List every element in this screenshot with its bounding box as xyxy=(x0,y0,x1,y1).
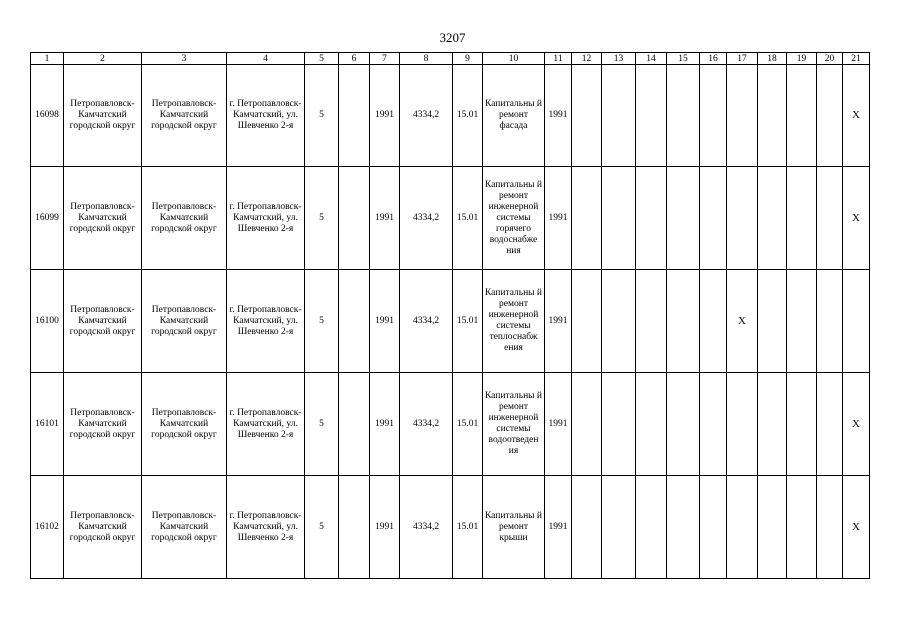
col19-cell xyxy=(787,167,817,270)
area-cell: 4334,2 xyxy=(400,373,453,476)
col14-cell xyxy=(636,65,667,167)
col20-cell xyxy=(817,65,843,167)
register-table xyxy=(30,52,870,579)
column-header-16: 16 xyxy=(700,53,727,65)
planned-year-cell: 1991 xyxy=(545,167,572,270)
col18-cell xyxy=(758,65,787,167)
col20-cell xyxy=(817,270,843,373)
record-id-cell: 16102 xyxy=(31,476,64,579)
col15-cell xyxy=(667,373,700,476)
year-cell: 1991 xyxy=(370,65,400,167)
col15-cell xyxy=(667,65,700,167)
col16-cell xyxy=(700,270,727,373)
col19-cell xyxy=(787,65,817,167)
col17-cell xyxy=(727,65,758,167)
col12-cell xyxy=(572,373,602,476)
work-type-cell: Капитальны й ремонт фасада xyxy=(483,65,545,167)
year-cell: 1991 xyxy=(370,270,400,373)
locality-cell: Петропавловск-Камчатский городской округ xyxy=(142,373,227,476)
col6-cell xyxy=(339,270,370,373)
record-id-cell: 16099 xyxy=(31,167,64,270)
col5-cell: 5 xyxy=(305,167,339,270)
work-type-cell: Капитальны й ремонт крыши xyxy=(483,476,545,579)
column-header-14: 14 xyxy=(636,53,667,65)
table-row xyxy=(31,373,870,476)
planned-year-cell: 1991 xyxy=(545,270,572,373)
col16-cell xyxy=(700,167,727,270)
column-header-11: 11 xyxy=(545,53,572,65)
column-header-4: 4 xyxy=(227,53,305,65)
municipality-cell: Петропавловск-Камчатский городской округ xyxy=(64,167,142,270)
col6-cell xyxy=(339,373,370,476)
date-cell: 15.01 xyxy=(453,270,483,373)
table-body xyxy=(31,65,870,579)
col13-cell xyxy=(602,270,636,373)
column-header-15: 15 xyxy=(667,53,700,65)
col21-cell: X xyxy=(843,167,870,270)
col13-cell xyxy=(602,65,636,167)
page-number: 3207 xyxy=(439,30,466,45)
column-header-10: 10 xyxy=(483,53,545,65)
header-row xyxy=(31,53,870,65)
col20-cell xyxy=(817,167,843,270)
record-id-cell: 16100 xyxy=(31,270,64,373)
municipality-cell: Петропавловск-Камчатский городской округ xyxy=(64,476,142,579)
col21-cell xyxy=(843,270,870,373)
locality-cell: Петропавловск-Камчатский городской округ xyxy=(142,270,227,373)
col14-cell xyxy=(636,167,667,270)
table-header xyxy=(31,53,870,65)
planned-year-cell: 1991 xyxy=(545,373,572,476)
col20-cell xyxy=(817,373,843,476)
work-type-cell: Капитальны й ремонт инженерной системы водоотведен ия xyxy=(483,373,545,476)
col14-cell xyxy=(636,476,667,579)
col21-cell: X xyxy=(843,373,870,476)
col16-cell xyxy=(700,373,727,476)
record-id-cell: 16098 xyxy=(31,65,64,167)
column-header-21: 21 xyxy=(843,53,870,65)
column-header-1: 1 xyxy=(31,53,64,65)
col18-cell xyxy=(758,373,787,476)
work-type-cell: Капитальны й ремонт инженерной системы теплоснабж ения xyxy=(483,270,545,373)
col12-cell xyxy=(572,270,602,373)
column-header-19: 19 xyxy=(787,53,817,65)
date-cell: 15.01 xyxy=(453,65,483,167)
col6-cell xyxy=(339,167,370,270)
column-header-8: 8 xyxy=(400,53,453,65)
col19-cell xyxy=(787,373,817,476)
col12-cell xyxy=(572,65,602,167)
address-cell: г. Петропавловск-Камчатский, ул. Шевченко 2-я xyxy=(227,270,305,373)
date-cell: 15.01 xyxy=(453,476,483,579)
col6-cell xyxy=(339,476,370,579)
column-header-5: 5 xyxy=(305,53,339,65)
column-header-20: 20 xyxy=(817,53,843,65)
year-cell: 1991 xyxy=(370,373,400,476)
area-cell: 4334,2 xyxy=(400,270,453,373)
address-cell: г. Петропавловск-Камчатский, ул. Шевченко 2-я xyxy=(227,373,305,476)
col14-cell xyxy=(636,373,667,476)
address-cell: г. Петропавловск-Камчатский, ул. Шевченко 2-я xyxy=(227,167,305,270)
area-cell: 4334,2 xyxy=(400,476,453,579)
column-header-13: 13 xyxy=(602,53,636,65)
col19-cell xyxy=(787,476,817,579)
col14-cell xyxy=(636,270,667,373)
col18-cell xyxy=(758,270,787,373)
column-header-9: 9 xyxy=(453,53,483,65)
municipality-cell: Петропавловск-Камчатский городской округ xyxy=(64,65,142,167)
column-header-12: 12 xyxy=(572,53,602,65)
table-row xyxy=(31,65,870,167)
col16-cell xyxy=(700,65,727,167)
column-header-3: 3 xyxy=(142,53,227,65)
col5-cell: 5 xyxy=(305,65,339,167)
date-cell: 15.01 xyxy=(453,373,483,476)
col13-cell xyxy=(602,476,636,579)
col12-cell xyxy=(572,167,602,270)
area-cell: 4334,2 xyxy=(400,167,453,270)
year-cell: 1991 xyxy=(370,167,400,270)
locality-cell: Петропавловск-Камчатский городской округ xyxy=(142,167,227,270)
col15-cell xyxy=(667,270,700,373)
area-cell: 4334,2 xyxy=(400,65,453,167)
table-row xyxy=(31,167,870,270)
col17-cell: X xyxy=(727,270,758,373)
planned-year-cell: 1991 xyxy=(545,476,572,579)
col13-cell xyxy=(602,167,636,270)
column-header-6: 6 xyxy=(339,53,370,65)
col18-cell xyxy=(758,167,787,270)
col6-cell xyxy=(339,65,370,167)
col5-cell: 5 xyxy=(305,270,339,373)
table-row xyxy=(31,476,870,579)
col12-cell xyxy=(572,476,602,579)
col5-cell: 5 xyxy=(305,476,339,579)
column-header-7: 7 xyxy=(370,53,400,65)
col15-cell xyxy=(667,167,700,270)
date-cell: 15.01 xyxy=(453,167,483,270)
col17-cell xyxy=(727,167,758,270)
work-type-cell: Капитальны й ремонт инженерной системы горячего водоснабже ния xyxy=(483,167,545,270)
record-id-cell: 16101 xyxy=(31,373,64,476)
col21-cell: X xyxy=(843,476,870,579)
col17-cell xyxy=(727,476,758,579)
col18-cell xyxy=(758,476,787,579)
col15-cell xyxy=(667,476,700,579)
address-cell: г. Петропавловск-Камчатский, ул. Шевченко 2-я xyxy=(227,476,305,579)
planned-year-cell: 1991 xyxy=(545,65,572,167)
municipality-cell: Петропавловск-Камчатский городской округ xyxy=(64,373,142,476)
col5-cell: 5 xyxy=(305,373,339,476)
column-header-2: 2 xyxy=(64,53,142,65)
col17-cell xyxy=(727,373,758,476)
col13-cell xyxy=(602,373,636,476)
year-cell: 1991 xyxy=(370,476,400,579)
column-header-17: 17 xyxy=(727,53,758,65)
locality-cell: Петропавловск-Камчатский городской округ xyxy=(142,476,227,579)
col16-cell xyxy=(700,476,727,579)
column-header-18: 18 xyxy=(758,53,787,65)
address-cell: г. Петропавловск-Камчатский, ул. Шевченко 2-я xyxy=(227,65,305,167)
col19-cell xyxy=(787,270,817,373)
locality-cell: Петропавловск-Камчатский городской округ xyxy=(142,65,227,167)
col21-cell: X xyxy=(843,65,870,167)
table-row xyxy=(31,270,870,373)
municipality-cell: Петропавловск-Камчатский городской округ xyxy=(64,270,142,373)
col20-cell xyxy=(817,476,843,579)
